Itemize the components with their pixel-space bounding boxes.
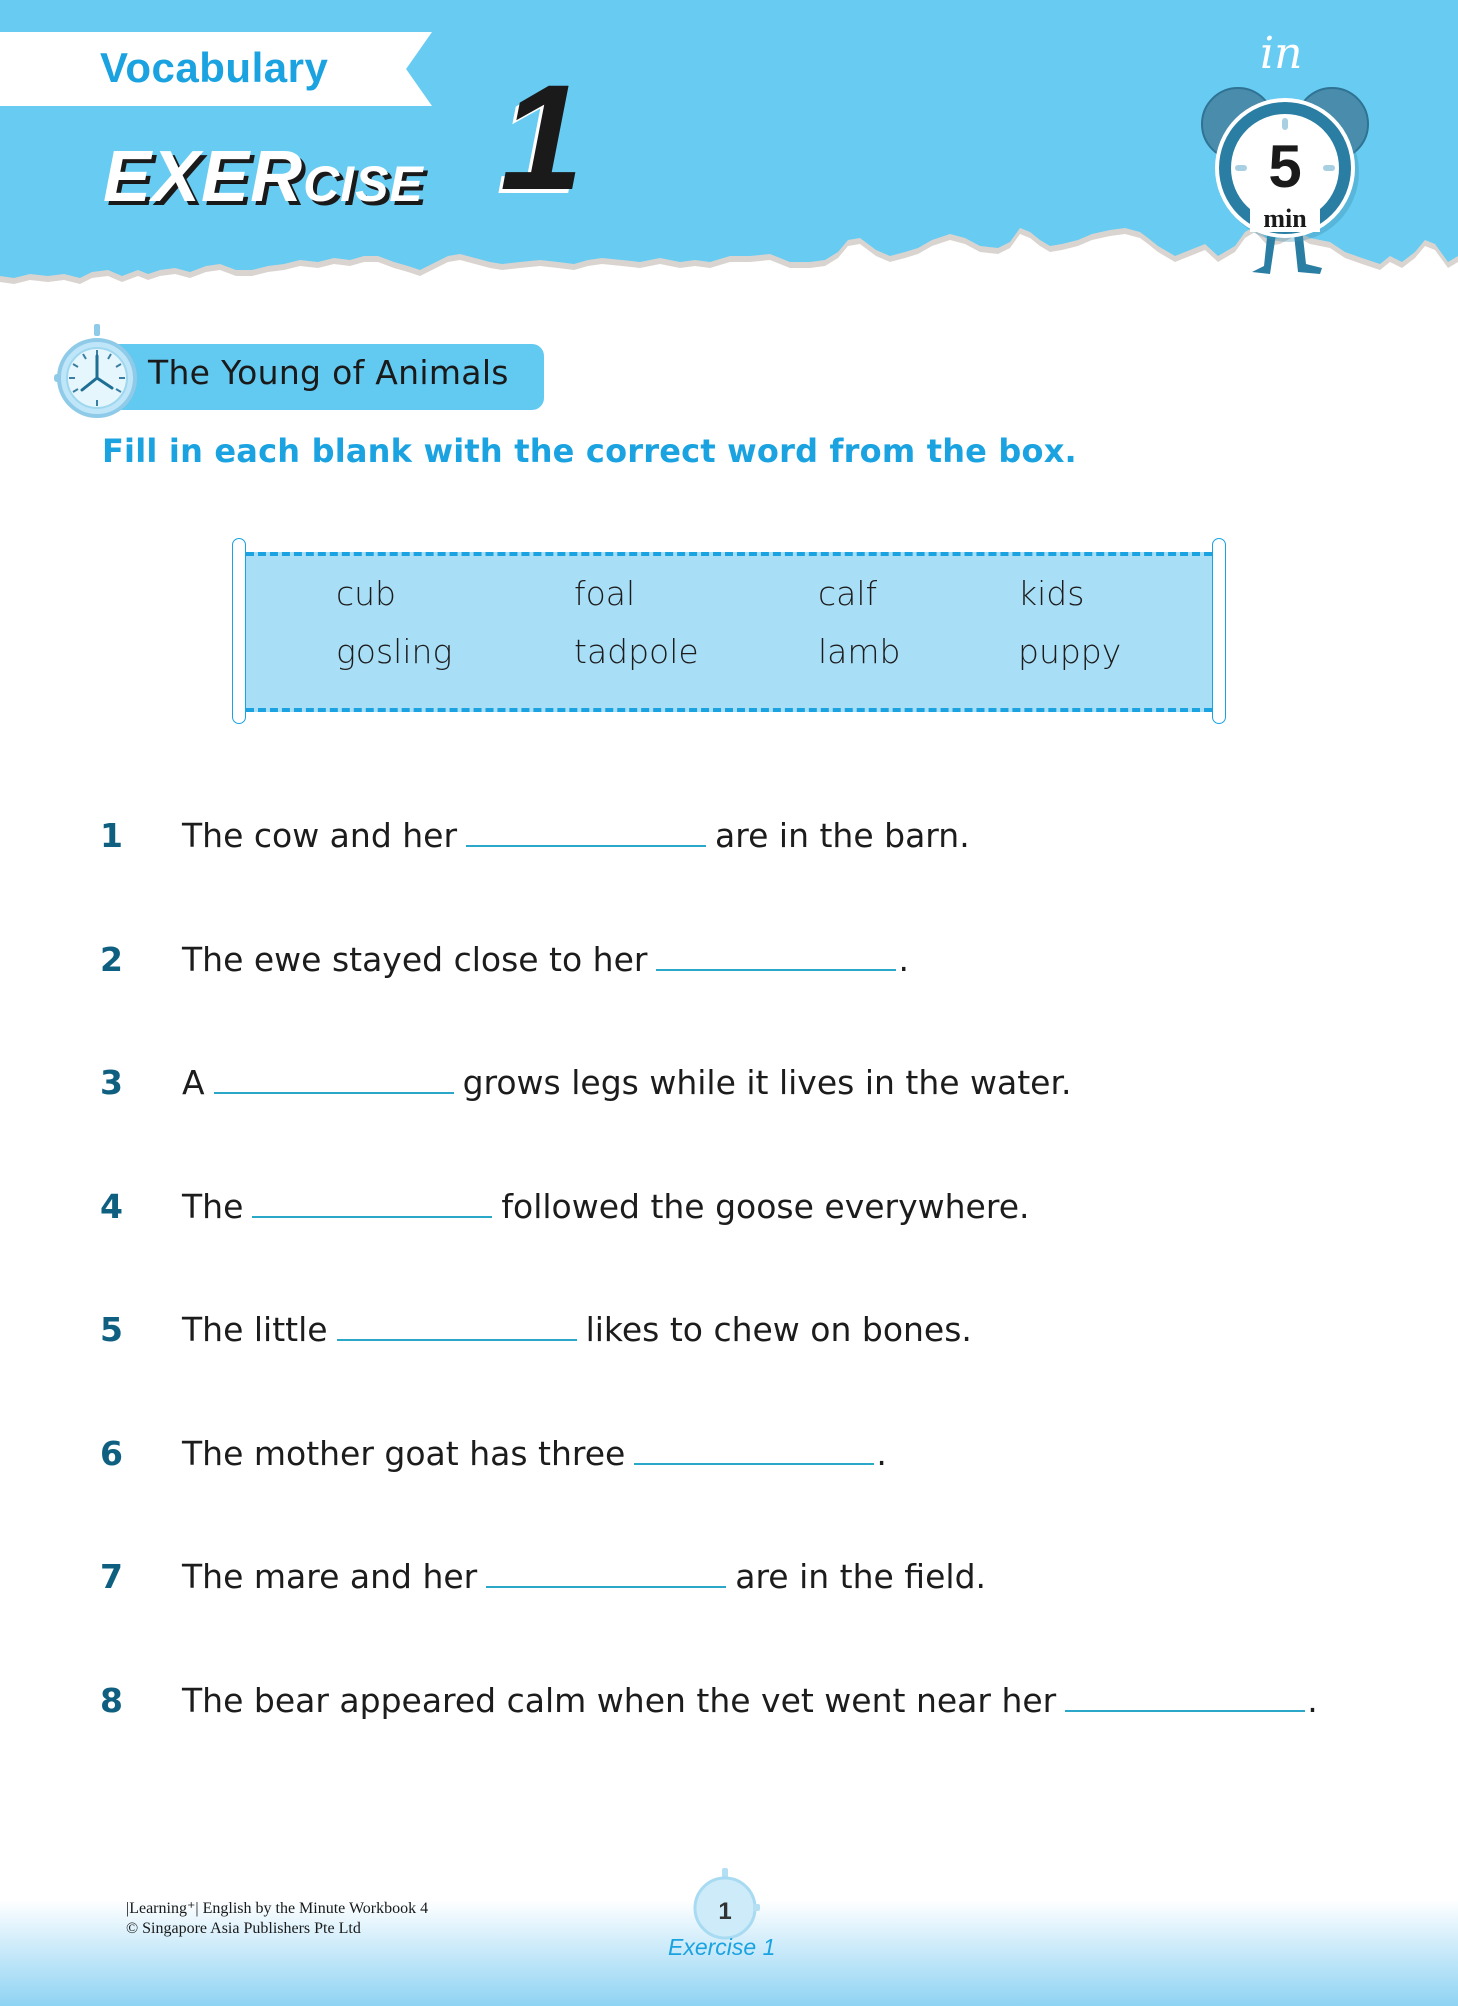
instruction-text: Fill in each blank with the correct word from the box. <box>102 432 1077 470</box>
question-number: 6 <box>100 1434 123 1473</box>
question-text-after: grows legs while it lives in the water. <box>462 1063 1072 1102</box>
question-number: 7 <box>100 1557 123 1596</box>
answer-blank-3[interactable] <box>214 1064 454 1094</box>
exercise-heading-caps: XER <box>152 137 304 217</box>
category-label: Vocabulary <box>100 44 329 91</box>
exercise-heading <box>103 136 424 218</box>
question-text-after: are in the barn. <box>715 816 970 855</box>
word-bank-item: lamb <box>818 632 901 671</box>
exercise-heading-small: CISE <box>303 156 424 212</box>
question-text <box>182 1187 1030 1226</box>
question-number: 5 <box>100 1310 123 1349</box>
question-2 <box>0 940 1458 1000</box>
answer-blank-2[interactable] <box>656 941 896 971</box>
question-5 <box>0 1310 1458 1370</box>
word-bank-item: puppy <box>1018 632 1122 671</box>
exercise-heading-initial: E <box>103 137 153 217</box>
word-bank-item: gosling <box>336 632 453 671</box>
question-number: 3 <box>100 1063 123 1102</box>
word-bank-item: calf <box>818 574 878 613</box>
question-text-after: followed the goose everywhere. <box>501 1187 1030 1226</box>
question-text <box>182 1063 1072 1102</box>
stopwatch-icon <box>52 322 142 418</box>
question-text-after: . <box>898 940 909 979</box>
question-number: 1 <box>100 816 123 855</box>
question-4 <box>0 1187 1458 1247</box>
question-text <box>182 1310 972 1349</box>
footer-book-title: |Learning⁺| English by the Minute Workbook 4 <box>126 1900 429 1917</box>
exercise-header <box>0 0 1458 300</box>
footer-copyright: © Singapore Asia Publishers Pte Ltd <box>126 1920 361 1937</box>
time-limit-unit: min <box>1250 206 1320 232</box>
question-6 <box>0 1434 1458 1494</box>
question-3 <box>0 1063 1458 1123</box>
question-text <box>182 940 909 979</box>
word-bank-item: foal <box>574 574 636 613</box>
question-text-before: The bear appeared calm when the vet went near her <box>182 1681 1057 1720</box>
time-limit-minutes: 5 <box>1268 133 1302 200</box>
question-number: 8 <box>100 1681 123 1720</box>
question-8 <box>0 1681 1458 1741</box>
time-limit-prefix: in <box>1260 28 1303 79</box>
section-title: The Young of Animals <box>148 353 509 392</box>
answer-blank-8[interactable] <box>1065 1682 1305 1712</box>
footer-exercise-number: 1 <box>718 1898 732 1925</box>
question-text-before: The ewe stayed close to her <box>182 940 648 979</box>
question-text <box>182 1557 986 1596</box>
word-bank <box>228 534 1230 728</box>
question-text <box>182 1434 887 1473</box>
question-text-after: . <box>1307 1681 1318 1720</box>
answer-blank-6[interactable] <box>634 1435 874 1465</box>
answer-blank-5[interactable] <box>337 1311 577 1341</box>
exercise-number: 1 <box>500 53 584 221</box>
time-limit-badge <box>1190 28 1380 278</box>
scroll-rod-right <box>1212 538 1226 724</box>
question-text-before: A <box>182 1063 205 1102</box>
question-number: 4 <box>100 1187 123 1226</box>
word-bank-item: kids <box>1018 574 1085 613</box>
scroll-rod-left <box>232 538 246 724</box>
question-1 <box>0 816 1458 876</box>
question-text-before: The cow and her <box>182 816 458 855</box>
question-text-before: The <box>182 1187 244 1226</box>
word-bank-item: tadpole <box>574 632 699 671</box>
word-bank-item: cub <box>336 574 397 613</box>
question-number: 2 <box>100 940 123 979</box>
question-text <box>182 1681 1318 1720</box>
question-text-before: The mother goat has three <box>182 1434 626 1473</box>
question-text-after: . <box>876 1434 887 1473</box>
question-7 <box>0 1557 1458 1617</box>
question-text-after: are in the field. <box>735 1557 987 1596</box>
question-text-after: likes to chew on bones. <box>585 1310 972 1349</box>
answer-blank-4[interactable] <box>252 1188 492 1218</box>
question-text <box>182 816 970 855</box>
question-text-before: The mare and her <box>182 1557 478 1596</box>
question-text-before: The little <box>182 1310 328 1349</box>
footer-exercise-label: Exercise 1 <box>668 1934 776 1960</box>
answer-blank-1[interactable] <box>466 817 706 847</box>
answer-blank-7[interactable] <box>486 1558 726 1588</box>
